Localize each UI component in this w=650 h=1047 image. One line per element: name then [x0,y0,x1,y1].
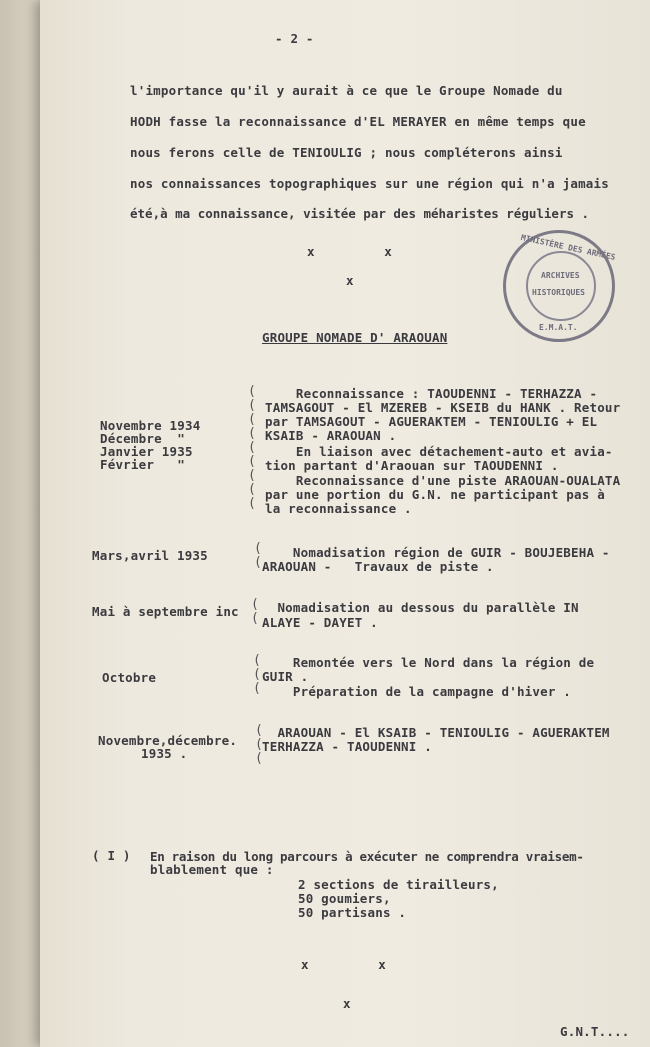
entry-line: la reconnaissance . [265,501,412,516]
entry-line: ALAYE - DAYET . [262,615,378,630]
entry-line: GUIR . [262,669,309,684]
brace: ( ( ( ( ( ( ( ( ( [248,384,256,511]
separator-x-row: x x [301,957,386,972]
intro-line: nous ferons celle de TENIOULIG ; nous compléterons ainsi [130,145,563,160]
entry-line: TAMSAGOUT - El MZEREB - KSEIB du HANK . Retour [265,400,621,415]
brace: ( ( ( [255,723,263,766]
entry-date: Février " [100,457,185,472]
section-title: GROUPE NOMADE D' ARAOUAN [262,330,448,345]
entry-line: Reconnaissance : TAOUDENNI - TERHAZZA - [265,386,598,401]
entry-date: Novembre 1934 [100,418,201,433]
entry-date: 1935 . [141,746,188,761]
intro-line: été,à ma connaissance, visitée par des méharistes réguliers . [130,206,590,221]
footnote-item: 50 partisans . [298,905,407,920]
archive-stamp [503,230,615,342]
footnote-line: En raison du long parcours à exécuter ne comprendra vraisem- [150,849,584,864]
footnote-line: blablement que : [150,862,274,877]
footnote-item: 2 sections de tirailleurs, [298,877,499,892]
entry-line: En liaison avec détachement-auto et avia- [265,444,613,459]
entry-line: Remontée vers le Nord dans la région de [262,655,595,670]
separator-x: x [346,273,354,288]
separator-x-row: x x [307,244,392,259]
entry-line: Nomadisation au dessous du parallèle IN [262,600,579,615]
stamp-center-text: ARCHIVES [541,271,580,280]
separator-x: x [343,996,351,1011]
brace: ( ( ( [253,653,261,696]
entry-line: Préparation de la campagne d'hiver . [262,684,572,699]
intro-line: l'importance qu'il y aurait à ce que le Groupe Nomade du [130,83,563,98]
entry-date: Octobre [102,670,157,685]
entry-date: Mai à septembre inc [92,604,239,619]
page-number: - 2 - [275,31,314,46]
entry-date: Janvier 1935 [100,444,193,459]
footnote-marker: ( I ) [92,848,131,863]
entry-line: ARAOUAN - Travaux de piste . [262,559,494,574]
entry-line: par TAMSAGOUT - AGUERAKTEM - TENIOULIG + EL [265,414,598,429]
entry-line: par une portion du G.N. ne participant pas à [265,487,605,502]
footnote-item: 50 goumiers, [298,891,391,906]
entry-line: KSAIB - ARAOUAN . [265,428,397,443]
brace: ( ( [251,597,259,626]
continuation-marker: G.N.T.... [560,1024,630,1039]
stamp-top-text: MINISTÈRE DES ARMÉES [520,233,617,262]
entry-line: TERHAZZA - TAOUDENNI . [262,739,432,754]
entry-date: Novembre,décembre. [98,733,238,748]
stamp-bottom-text: E.M.A.T. [539,323,578,332]
intro-line: nos connaissances topographiques sur une région qui n'a jamais [130,176,609,191]
document-page [40,0,650,1047]
entry-line: Reconnaissance d'une piste ARAOUAN-OUALATA [265,473,621,488]
stamp-center-text: HISTORIQUES [532,288,585,297]
entry-line: Nomadisation région de GUIR - BOUJEBEHA - [262,545,610,560]
intro-line: HODH fasse la reconnaissance d'EL MERAYER en même temps que [130,114,586,129]
entry-line: tion partant d'Araouan sur TAOUDENNI . [265,458,559,473]
entry-line: ARAOUAN - El KSAIB - TENIOULIG - AGUERAKTEM [262,725,610,740]
brace: ( ( [254,541,262,570]
entry-date: Mars,avril 1935 [92,548,208,563]
entry-date: Décembre " [100,431,185,446]
